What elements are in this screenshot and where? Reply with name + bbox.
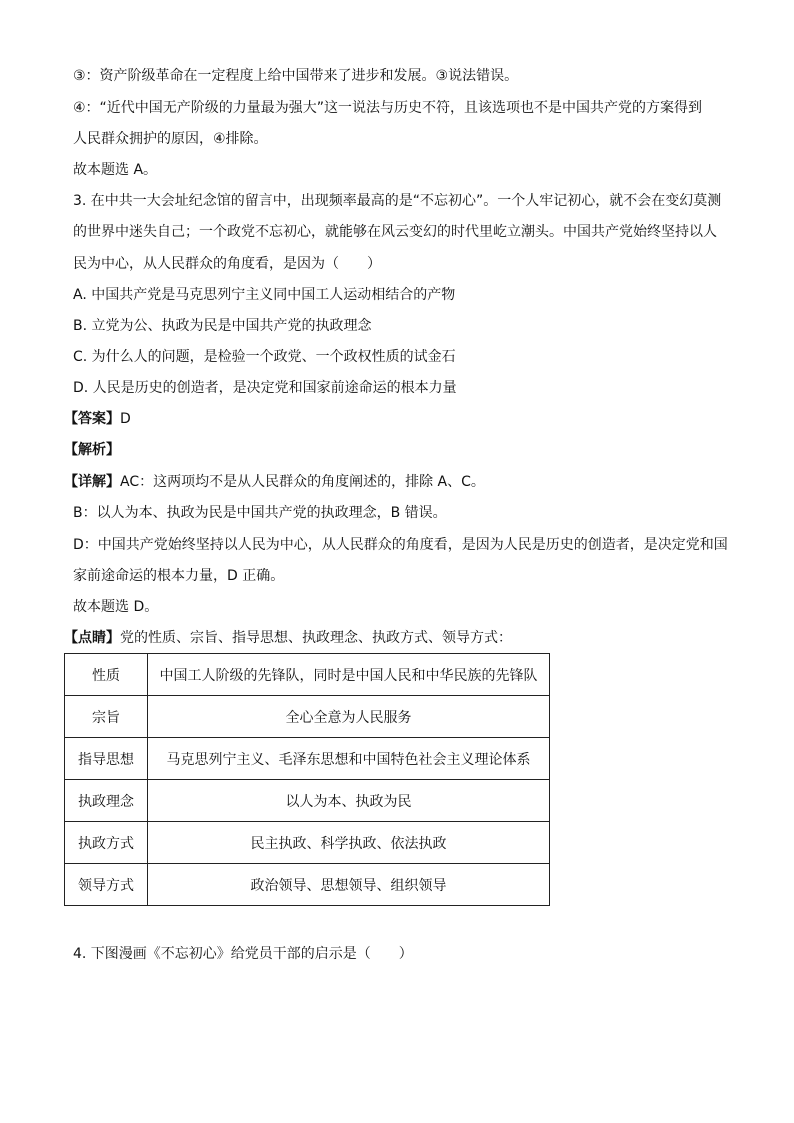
table-cell-key: 执政方式 bbox=[65, 822, 148, 864]
detail-text-1: AC：这两项均不是从人民群众的角度阐述的，排除 A、C。 bbox=[120, 474, 485, 490]
table-row bbox=[65, 696, 550, 738]
answer-line bbox=[64, 409, 724, 429]
option-b: B. 立党为公、执政为民是中国共产党的执政理念 bbox=[73, 318, 372, 334]
party-summary-table bbox=[64, 653, 550, 906]
detail-line-4: 家前途命运的根本力量，D 正确。 bbox=[73, 568, 285, 584]
tip-text: 党的性质、宗旨、指导思想、执政理念、执政方式、领导方式： bbox=[120, 630, 512, 646]
detail-line-3: D：中国共产党始终坚持以人民为中心，从人民群众的角度看，是因为人民是历史的创造者，是决定党和国 bbox=[73, 537, 728, 553]
answer-conclusion-q3: 故本题选 D。 bbox=[73, 599, 159, 615]
table-cell-key: 执政理念 bbox=[65, 780, 148, 822]
question-3-stem-line3: 民为中心，从人民群众的角度看，是因为（ ） bbox=[73, 256, 381, 272]
detail-line-1 bbox=[64, 472, 724, 492]
answer-value: D bbox=[120, 411, 131, 427]
analysis-heading bbox=[64, 440, 724, 460]
table-row bbox=[65, 654, 550, 696]
analysis-tag: 【解析】 bbox=[64, 442, 120, 458]
table-row bbox=[65, 864, 550, 906]
detail-tag: 【详解】 bbox=[64, 474, 120, 490]
tip-tag: 【点睛】 bbox=[64, 630, 120, 646]
question-3-stem-line2: 的世界中迷失自己；一个政党不忘初心，就能够在风云变幻的时代里屹立潮头。中国共产党始终坚持以人 bbox=[73, 224, 717, 240]
explanation-line-4-cont: 人民群众拥护的原因，④排除。 bbox=[73, 131, 268, 147]
explanation-line-4: ④：“近代中国无产阶级的力量最为强大”这一说法与历史不符，且该选项也不是中国共产党的方案得到 bbox=[73, 100, 703, 116]
table-row bbox=[65, 822, 550, 864]
table-cell-value: 中国工人阶级的先锋队，同时是中国人民和中华民族的先锋队 bbox=[148, 654, 550, 696]
table-cell-value: 民主执政、科学执政、依法执政 bbox=[148, 822, 550, 864]
answer-conclusion-q2: 故本题选 A。 bbox=[73, 162, 158, 178]
table-row bbox=[65, 780, 550, 822]
question-3-stem-line1: 3. 在中共一大会址纪念馆的留言中，出现频率最高的是“不忘初心”。一个人牢记初心，就不会在变幻莫测 bbox=[73, 193, 722, 209]
table-cell-value: 以人为本、执政为民 bbox=[148, 780, 550, 822]
table-cell-value: 马克思列宁主义、毛泽东思想和中国特色社会主义理论体系 bbox=[148, 738, 550, 780]
question-4-stem: 4. 下图漫画《不忘初心》给党员干部的启示是（ ） bbox=[73, 946, 413, 962]
table-cell-value: 政治领导、思想领导、组织领导 bbox=[148, 864, 550, 906]
option-d: D. 人民是历史的创造者，是决定党和国家前途命运的根本力量 bbox=[73, 380, 457, 396]
detail-line-2: B：以人为本、执政为民是中国共产党的执政理念，B 错误。 bbox=[73, 505, 447, 521]
table-cell-key: 性质 bbox=[65, 654, 148, 696]
option-a: A. 中国共产党是马克思列宁主义同中国工人运动相结合的产物 bbox=[73, 287, 456, 303]
table-cell-key: 领导方式 bbox=[65, 864, 148, 906]
option-c: C. 为什么人的问题，是检验一个政党、一个政权性质的试金石 bbox=[73, 349, 456, 365]
table-cell-key: 指导思想 bbox=[65, 738, 148, 780]
answer-tag: 【答案】 bbox=[64, 411, 120, 427]
explanation-line-3: ③：资产阶级革命在一定程度上给中国带来了进步和发展。③说法错误。 bbox=[73, 68, 519, 84]
table-cell-key: 宗旨 bbox=[65, 696, 148, 738]
table-row bbox=[65, 738, 550, 780]
table-cell-value: 全心全意为人民服务 bbox=[148, 696, 550, 738]
tip-line bbox=[64, 628, 724, 648]
